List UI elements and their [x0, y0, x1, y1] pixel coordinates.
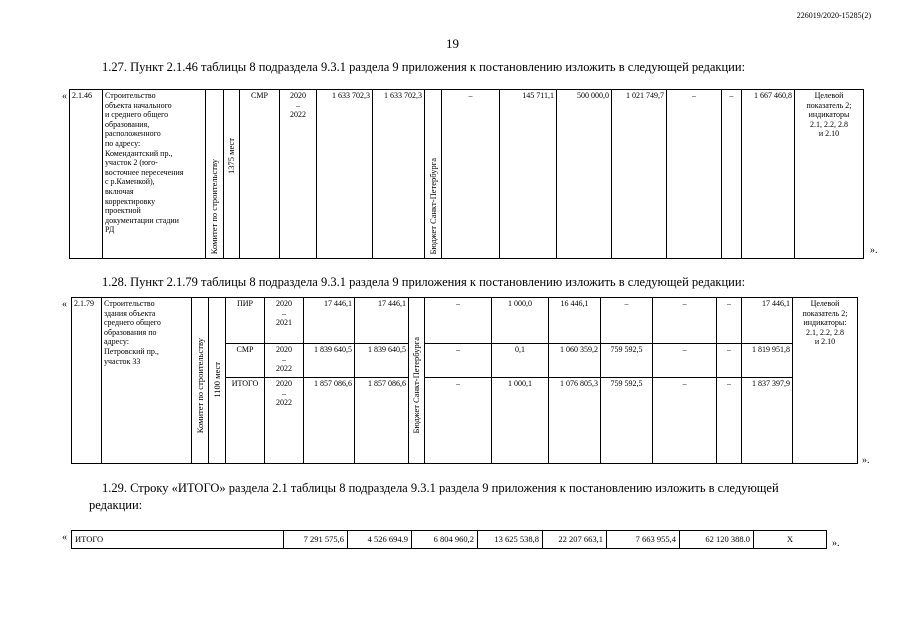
source-cell [409, 298, 425, 464]
total-total: 1 857 086,6 [304, 378, 355, 464]
total-value: 62 120 388.0 [680, 531, 754, 549]
total-pir: 17 446,1 [304, 298, 355, 344]
quote-open: « [62, 532, 67, 543]
total-value: 7 663 955,4 [607, 531, 680, 549]
funding-source-label: Бюджет Санкт-Петербурга [427, 157, 438, 254]
customer-label: Комитет по строительству [209, 158, 220, 254]
quote-close: ». [862, 455, 870, 466]
value-2020: 1 000,0 [492, 298, 549, 344]
stage-pir: ПИР [226, 298, 265, 344]
value-2021: 1 060 359,2 [549, 344, 601, 378]
section-1-28-heading: 1.28. Пункт 2.1.79 таблицы 8 подраздела 9.3.1 раздела 9 приложения к постановлению изложить в следующей редакции: [102, 275, 746, 289]
page-number: 19 [446, 36, 459, 51]
value-2020: 145 711,1 [500, 90, 557, 259]
budget-total: 1 857 086,6 [355, 378, 409, 464]
sum-value: 1 819 951,8 [742, 344, 793, 378]
budget-total: 1 633 702,3 [373, 90, 425, 259]
total-value: 13 625 538,8 [478, 531, 543, 549]
total-label: ИТОГО [72, 531, 284, 549]
funding-source-label: Бюджет Санкт-Петербурга [411, 336, 422, 433]
total-last-cell: X [754, 531, 827, 549]
years-pir: 2020 – 2021 [265, 298, 304, 344]
budget-pir: 17 446,1 [355, 298, 409, 344]
value-2019: – [442, 90, 500, 259]
value-2024: – [717, 298, 742, 344]
object-name: Строительство объекта начального и среднего общего образования, расположенного по адресу: Комендантский пр., участок 2 (юго- восточнее пересечения с р.Каменкой), включая корректировку проектной документации стадии РД [103, 90, 206, 259]
sum-value: 17 446,1 [742, 298, 793, 344]
table-item-2-1-46 [69, 89, 864, 259]
value-2024: – [717, 344, 742, 378]
table-total-row [71, 530, 827, 549]
object-name: Строительство здания объекта среднего общего образования по адресу: Петровский пр., участок 33 [102, 298, 192, 464]
sum-value: 1 667 460,8 [742, 90, 795, 259]
value-2021: 16 446,1 [549, 298, 601, 344]
total-value: 7 291 575,6 [284, 531, 348, 549]
value-2023: – [653, 344, 717, 378]
value-2020: 0,1 [492, 344, 549, 378]
value-2023: – [653, 378, 717, 464]
sum-value: 1 837 397,9 [742, 378, 793, 464]
value-2022: 759 592,5 [601, 344, 653, 378]
target-indicators: Целевой показатель 2; индикаторы 2.1, 2.2, 2.8 и 2.10 [795, 90, 864, 259]
source-cell [425, 90, 442, 259]
value-2022: – [601, 298, 653, 344]
value-2024: – [722, 90, 742, 259]
item-number: 2.1.46 [70, 90, 103, 259]
capacity-cell [224, 90, 240, 259]
years-smr: 2020 – 2022 [265, 344, 304, 378]
value-2019: – [425, 378, 492, 464]
value-2020: 1 000,1 [492, 378, 549, 464]
total-value: 4 526 694.9 [348, 531, 412, 549]
target-indicators: Целевой показатель 2; индикаторы: 2.1, 2.2, 2.8 и 2.10 [793, 298, 858, 464]
capacity-label: 1375 мест [226, 138, 237, 174]
quote-open: « [62, 299, 67, 310]
years-total: 2020 – 2022 [265, 378, 304, 464]
years: 2020 – 2022 [280, 90, 317, 259]
total-smr: 1 839 640,5 [304, 344, 355, 378]
value-2024: – [717, 378, 742, 464]
customer-label: Комитет по строительству [194, 337, 205, 433]
section-1-27-heading: 1.27. Пункт 2.1.46 таблицы 8 подраздела 9.3.1 раздела 9 приложения к постановлению изложить в следующей редакции: [102, 60, 746, 74]
quote-close: ». [832, 538, 840, 549]
section-1-29-heading: 1.29. Строку «ИТОГО» раздела 2.1 таблицы 8 подраздела 9.3.1 раздела 9 приложения к постановлению изложить в следующей редакции: [89, 481, 779, 512]
capacity-cell [209, 298, 226, 464]
total-value: 6 804 960,2 [412, 531, 478, 549]
quote-open: « [62, 91, 67, 102]
document-number: 226019/2020-15285(2) [796, 11, 871, 20]
value-2019: – [425, 298, 492, 344]
item-number: 2.1.79 [72, 298, 102, 464]
total-value: 22 207 663,1 [543, 531, 607, 549]
customer-cell [206, 90, 224, 259]
quote-close: ». [870, 245, 878, 256]
stage-smr: СМР [226, 344, 265, 378]
value-2021: 500 000,0 [557, 90, 612, 259]
value-2023: – [653, 298, 717, 344]
value-2022: 1 021 749,7 [612, 90, 667, 259]
value-2019: – [425, 344, 492, 378]
customer-cell [192, 298, 209, 464]
total-cost: 1 633 702,3 [317, 90, 373, 259]
stage: СМР [240, 90, 280, 259]
value-2022: 759 592,5 [601, 378, 653, 464]
value-2023: – [667, 90, 722, 259]
table-item-2-1-79 [71, 297, 858, 464]
budget-smr: 1 839 640,5 [355, 344, 409, 378]
value-2021: 1 076 805,3 [549, 378, 601, 464]
stage-total: ИТОГО [226, 378, 265, 464]
capacity-label: 1100 мест [211, 361, 222, 398]
